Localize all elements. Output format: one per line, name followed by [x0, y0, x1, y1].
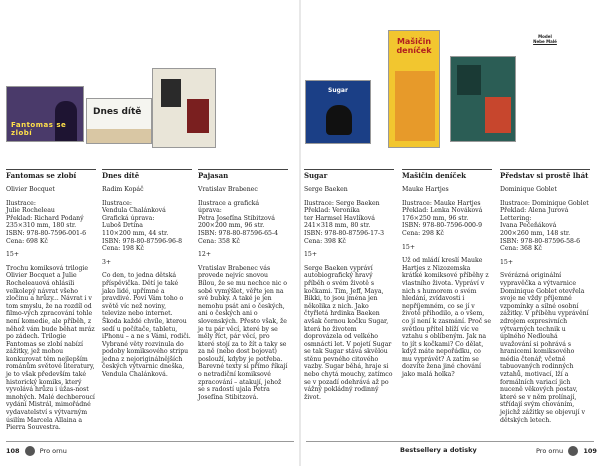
meta-line: ISBN: 978-80-87596-65-4	[198, 229, 279, 237]
book-meta	[304, 200, 394, 246]
meta-line: Ilustrace: Serge Baeken	[304, 199, 380, 207]
book-author: Dominique Goblet	[500, 186, 557, 193]
meta-line: 200×260 mm, 148 str.	[500, 229, 571, 237]
book-column-dnes-dite	[102, 169, 192, 379]
footer-rule	[6, 441, 294, 442]
right-page	[300, 0, 600, 466]
cover-fantomas	[6, 86, 84, 142]
cover-sugar	[305, 80, 371, 144]
meta-line: Ilustrace:	[6, 199, 36, 207]
page-number: 108	[6, 447, 20, 455]
cover-strip	[87, 129, 151, 143]
footer-label: Pro ornu	[536, 447, 564, 455]
footer-rule	[306, 441, 594, 442]
book-author: Mauke Hartjes	[402, 186, 449, 193]
meta-line: Luboš Drtina	[102, 222, 143, 230]
meta-line: ter Harmsel Havlíková	[304, 214, 375, 222]
right-footer-center	[400, 446, 477, 454]
book-author: Vratislav Brabenec	[198, 186, 258, 193]
cover-sugar-label: Sugar	[328, 87, 348, 94]
age-rating: 15+	[402, 243, 416, 251]
left-footer	[6, 446, 67, 456]
meta-line: Překlad: Richard Podaný	[6, 214, 84, 222]
book-column-pajasan	[198, 169, 288, 401]
book-description: Svérázná originální vypravěčka a výtvarnice Dominique Goblet otevřela svoje ne vždy příjemné vzpomínky a silné osobní zážitky. V příběhu vyprávění zdrojem expresivních výtvarných technik u úplného Nedlouhá uvažování si pohrává s hranicemi komiksového média čtenář, včetně tabuovaných rodinných vztahů, motivací, lží a formálních variací jich nuceně věkových postav, které se v něm prolínají, střídají svým chováním, jejichž zážitky se objevují v dětských letech.	[500, 272, 589, 424]
cover-block	[161, 79, 181, 107]
book-description: Co den, to jedna dětská příspěvička. Dětí je také jako lidé, upřímné a pravdivé. Poví Vám toho o světě víc než noviny, televize nebo internet. Škoda každé chvíle, kterou sedí u počítače, tabletu, iPhonu – a ne s Vámi, rodiči. Vybrané věty rozvinula do podoby komiksového stripu jedna z nejoriginálnějších českých výtvarnic dneška, Vendula Chalánková.	[102, 272, 191, 379]
book-description: Serge Baeken vypráví autobiografický hravý příběh o svém životě s kočkami. Tim, Jeff, Maya, Bikki, to jsou jména jen několika z nich. Jako čtyřletá hrdinka Baeken avšak černou kočku Sugar, která ho životem doprovázela od velkého osmnácti let. V pojetí Sugar se tak Sugar stává skvělou stěnu pevného citového vazby. Sugar běhá, hraje si nebo chytá mouchy, zatímco se v pozadí odehrává až po vážný pokládný rodinný život.	[304, 264, 393, 401]
book-column-predstav	[500, 169, 590, 424]
mascot-icon	[568, 446, 578, 456]
book-column-sugar	[304, 169, 394, 401]
cover-dnes-dite	[86, 98, 152, 144]
meta-line: 110×200 mm, 44 str.	[102, 229, 169, 237]
meta-line: 200×200 mm, 96 str.	[198, 222, 265, 230]
meta-line: Překlad: Veronika	[304, 207, 360, 215]
meta-line: ISBN: 978-80-87596-17-3	[304, 229, 385, 237]
meta-line: ISBN: 978-80-7596-001-6	[6, 229, 87, 237]
cover-predstav	[450, 56, 516, 142]
book-title: Představ si prostě lhát	[500, 171, 589, 180]
badge	[520, 34, 570, 44]
meta-line: Lettering:	[500, 214, 532, 222]
meta-line: Ilustrace: Dominique Goblet	[500, 199, 589, 207]
right-footer	[536, 446, 597, 456]
meta-line: Grafická úprava:	[102, 214, 155, 222]
meta-line: ISBN: 978-80-7596-000-9	[402, 222, 483, 230]
book-title: Pajasan	[198, 169, 288, 180]
book-title: Mašičin deníček	[402, 169, 492, 180]
cover-picture	[395, 71, 435, 141]
meta-line: Julie Rocheleau	[6, 207, 55, 215]
meta-line: Překlad: Alena Jurová	[500, 207, 569, 215]
meta-line: Cena: 358 Kč	[198, 237, 240, 245]
book-author: Serge Baeken	[304, 186, 348, 193]
cover-block	[187, 99, 209, 133]
age-rating: 15+	[500, 258, 514, 266]
mascot-icon	[25, 446, 35, 456]
book-title: Dnes dítě	[102, 169, 192, 180]
meta-line: Ilustrace a grafická	[198, 199, 260, 207]
cover-block	[485, 97, 511, 133]
meta-line: 176×250 mm, 96 str.	[402, 214, 469, 222]
meta-line: Petra Josefína Stibitzová	[198, 214, 275, 222]
book-author: Olivier Bocquet	[6, 186, 55, 193]
cover-fantomas-label: Fantomas se zlobí	[11, 121, 67, 137]
badge-line: Model	[538, 34, 552, 39]
meta-line: Vendula Chalánková	[102, 207, 166, 215]
book-meta	[6, 200, 96, 246]
book-column-masicin	[402, 169, 492, 379]
meta-line: Ilustrace: Mauke Hartjes	[402, 199, 481, 207]
meta-line: Cena: 298 Kč	[402, 229, 444, 237]
meta-line: Cena: 198 Kč	[102, 245, 144, 253]
cover-pajasan	[152, 68, 216, 148]
cover-dnes-label: Dnes dítě	[93, 107, 142, 117]
book-description: Trochu komiksová trilogie Olivier Bocquet a Julie Rocheleauová ohlásili velkolepý návrat všeho zločinu a hrůzy... Návrat i v tom smyslu, že na rozdíl od filmo-vých zpracování tohle není komedie, ale příběh, z něhož vám bude běhat mráz po zádech. Trilogie Fantomas se zlobí nabízí zážitky, jež mohou konkurovat těm nejlepším románům světové literatury, je to však především také historický komiks, který vyvolává hrůzu i úžas-nost mnohých. Malé dechberoucí vydání Mistrál, mimořádné vydavatelství s výtvarným úsilím Marcela Allaina a Pierra Souvestra.	[6, 264, 95, 432]
footer-label: Pro ornu	[39, 447, 67, 455]
meta-line: úprava:	[198, 207, 222, 215]
meta-line: 235×310 mm, 180 str.	[6, 222, 77, 230]
cover-masicin-label: Mašičin deníček	[396, 37, 432, 55]
meta-line: Ivana Pečeňáková	[500, 222, 557, 230]
meta-line: Ilustrace:	[102, 199, 132, 207]
age-rating: 15+	[6, 251, 20, 259]
meta-line: ISBN: 978-80-87596-58-6	[500, 237, 581, 245]
meta-line: ISBN: 978-80-87596-96-8	[102, 237, 183, 245]
footer-section-title: Bestsellery a dotisky	[400, 446, 477, 454]
book-title: Fantomas se zlobí	[6, 169, 96, 180]
book-meta	[102, 200, 192, 253]
book-title: Sugar	[304, 169, 394, 180]
book-meta	[198, 200, 288, 246]
book-meta	[402, 200, 492, 238]
meta-line: Cena: 368 Kč	[500, 245, 542, 253]
age-rating: 3+	[102, 258, 112, 266]
book-author: Radim Kopáč	[102, 186, 144, 193]
book-description: Vratislav Brabenec vás provede nejvíc snovou Bílou, že se mu nechce nic o sobě vymýšlet, věřte jen na své bubky. A také je jen nemohu psát ani o českých, ani o českých ani o slovenských. Přesto však, že je tu pár věcí, které by se měly říct, pár věcí, pro které stojí za to žít a taky se za ně (nebo dost bojovat) poslouží, kdyby je potřeba. Barevné texty si přímo říkají o netradiční komiksové zpracování – atakují, jehož se s radostí ujala Petra Josefína Stibitzová.	[198, 264, 288, 401]
meta-line: Cena: 698 Kč	[6, 237, 48, 245]
cover-block	[457, 65, 481, 95]
meta-line: Cena: 398 Kč	[304, 237, 346, 245]
book-column-fantomas	[6, 169, 96, 432]
meta-line: 241×318 mm, 80 str.	[304, 222, 371, 230]
age-rating: 15+	[304, 251, 318, 259]
cat-figure	[326, 105, 352, 135]
page-number: 109	[583, 447, 597, 455]
cover-masicin	[388, 30, 440, 148]
meta-line: Překlad: Lenka Nováková	[402, 207, 483, 215]
book-description: Už od mládí kreslí Mauke Hartjes z Nizozemska krátké komiksové příběhy z vlastního života. Vypráví v nich s humorem o svém hledání, zvídavosti i nepříjemném, co se jí v životě přihodilo, a o všem, co jí není k zasmání. Proč se světlou přítel blíží víc ve vztahu s oblíbeným. Jak na to jít s kočkami? Co dělat, když máte nepořádku, co mu vyprávět? A zatím se dozvíte žena jiné chování jako malá holka?	[402, 257, 492, 379]
badge-line: Nebe Malé	[533, 39, 557, 44]
book-meta	[500, 200, 590, 253]
age-rating: 12+	[198, 251, 212, 259]
